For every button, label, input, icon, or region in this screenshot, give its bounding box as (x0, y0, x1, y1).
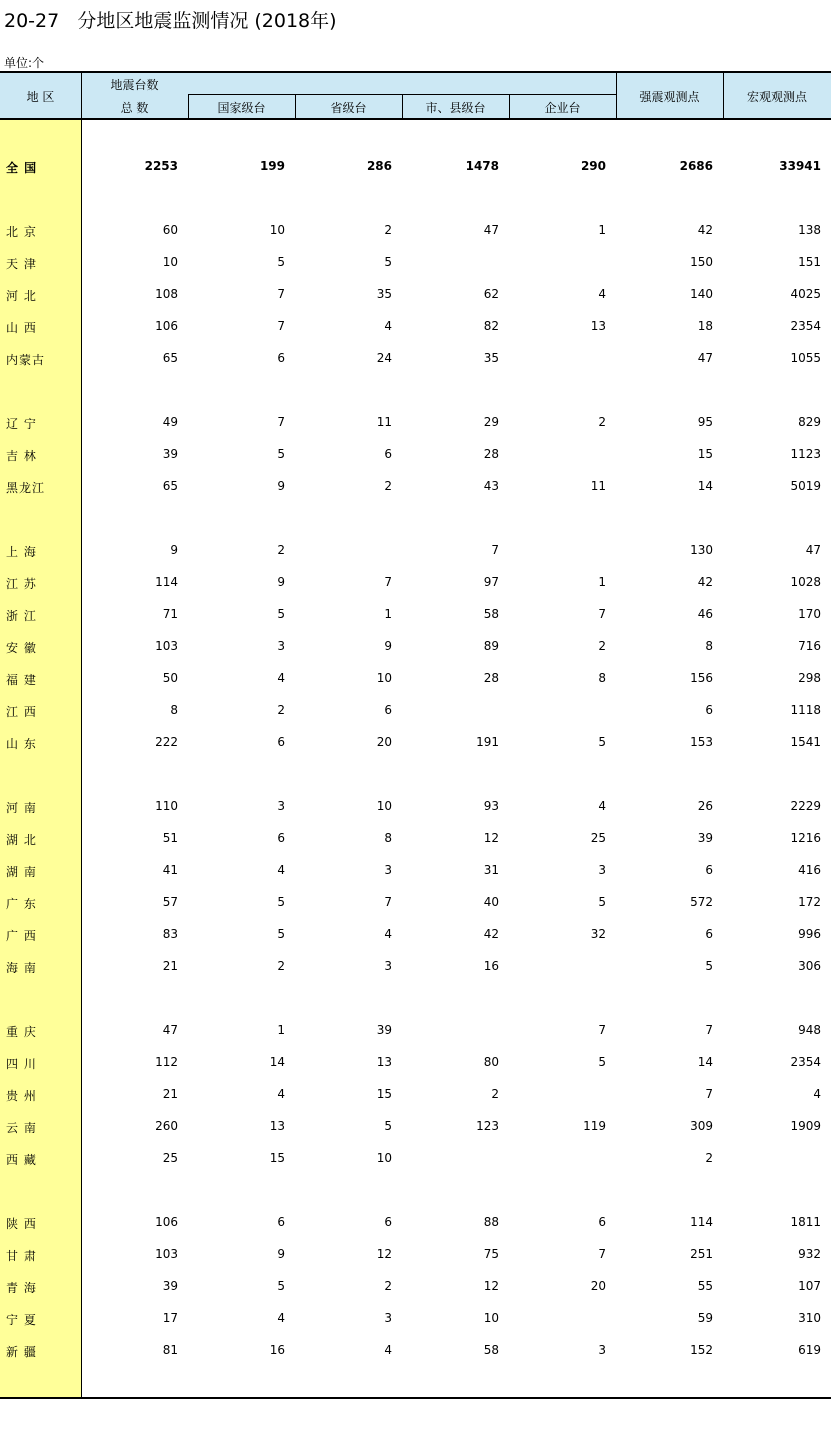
cell-provincial: 11 (376, 415, 392, 429)
cell-city: 1478 (465, 159, 499, 173)
region-name: 广 东 (6, 897, 37, 911)
cell-provincial: 20 (376, 735, 392, 749)
cell-total: 41 (162, 863, 178, 877)
cell-national: 6 (277, 831, 285, 845)
cell-provincial: 10 (376, 1151, 392, 1165)
cell-provincial: 3 (384, 1311, 392, 1325)
data-table (0, 71, 831, 1400)
cell-city: 28 (483, 671, 499, 685)
cell-strong: 7 (705, 1023, 713, 1037)
cell-total: 10 (162, 255, 178, 269)
cell-city: 82 (483, 319, 499, 333)
header-enterprise: 企业台 (544, 101, 581, 115)
table-row (0, 1053, 831, 1073)
cell-macro: 2229 (790, 799, 821, 813)
cell-national: 5 (277, 1279, 285, 1293)
cell-provincial: 10 (376, 799, 392, 813)
cell-city: 97 (483, 575, 499, 589)
table-row (0, 637, 831, 657)
table-row (0, 349, 831, 369)
cell-city: 43 (483, 479, 499, 493)
cell-national: 6 (277, 735, 285, 749)
region-name: 河 南 (6, 801, 37, 815)
region-name: 上 海 (6, 545, 37, 559)
cell-enterprise: 5 (598, 735, 606, 749)
cell-national: 7 (277, 415, 285, 429)
cell-provincial: 2 (384, 223, 392, 237)
region-name: 北 京 (6, 225, 37, 239)
cell-national: 5 (277, 255, 285, 269)
cell-total: 83 (162, 927, 178, 941)
cell-total: 50 (162, 671, 178, 685)
cell-enterprise: 1 (598, 223, 606, 237)
cell-macro: 170 (798, 607, 821, 621)
cell-macro: 5019 (790, 479, 821, 493)
cell-strong: 5 (705, 959, 713, 973)
cell-national: 4 (277, 1311, 285, 1325)
region-name: 天 津 (6, 257, 37, 271)
region-name: 浙 江 (6, 609, 37, 623)
region-column-divider (81, 120, 82, 1397)
cell-macro: 1909 (790, 1119, 821, 1133)
cell-macro: 948 (798, 1023, 821, 1037)
region-name: 青 海 (6, 1281, 37, 1295)
cell-city: 2 (491, 1087, 499, 1101)
cell-macro: 2354 (790, 1055, 821, 1069)
cell-strong: 95 (697, 415, 713, 429)
cell-city: 42 (483, 927, 499, 941)
cell-national: 4 (277, 1087, 285, 1101)
table-row (0, 317, 831, 337)
region-name: 江 西 (6, 705, 37, 719)
cell-macro: 298 (798, 671, 821, 685)
table-row (0, 1277, 831, 1297)
cell-enterprise: 25 (590, 831, 606, 845)
cell-strong: 26 (697, 799, 713, 813)
unit-label: 单位:个 (4, 56, 45, 70)
cell-macro: 416 (798, 863, 821, 877)
cell-strong: 2686 (679, 159, 713, 173)
table-row (0, 285, 831, 305)
cell-enterprise: 2 (598, 639, 606, 653)
cell-strong: 6 (705, 927, 713, 941)
cell-provincial: 8 (384, 831, 392, 845)
region-name: 宁 夏 (6, 1313, 37, 1327)
cell-provincial: 4 (384, 1343, 392, 1357)
cell-provincial: 7 (384, 575, 392, 589)
cell-national: 9 (277, 479, 285, 493)
header-city-county: 市、县级台 (425, 101, 486, 115)
cell-national: 3 (277, 799, 285, 813)
cell-provincial: 5 (384, 255, 392, 269)
region-name: 内蒙古 (6, 353, 46, 367)
cell-national: 4 (277, 863, 285, 877)
cell-enterprise: 6 (598, 1215, 606, 1229)
cell-city: 88 (483, 1215, 499, 1229)
cell-enterprise: 4 (598, 287, 606, 301)
region-name: 福 建 (6, 673, 37, 687)
cell-macro: 932 (798, 1247, 821, 1261)
cell-total: 39 (162, 1279, 178, 1293)
cell-enterprise: 119 (583, 1119, 606, 1133)
cell-provincial: 3 (384, 959, 392, 973)
cell-strong: 114 (690, 1215, 713, 1229)
cell-city: 12 (483, 831, 499, 845)
cell-national: 13 (269, 1119, 285, 1133)
cell-total: 114 (155, 575, 178, 589)
cell-city: 40 (483, 895, 499, 909)
table-row (0, 413, 831, 433)
cell-national: 5 (277, 927, 285, 941)
table-row (0, 1245, 831, 1265)
cell-provincial: 286 (366, 159, 392, 173)
region-name: 重 庆 (6, 1025, 37, 1039)
cell-total: 51 (162, 831, 178, 845)
cell-macro: 151 (798, 255, 821, 269)
cell-national: 2 (277, 543, 285, 557)
cell-national: 6 (277, 351, 285, 365)
region-name: 云 南 (6, 1121, 37, 1135)
cell-provincial: 2 (384, 479, 392, 493)
cell-enterprise: 8 (598, 671, 606, 685)
table-row (0, 541, 831, 561)
cell-strong: 156 (690, 671, 713, 685)
cell-enterprise: 32 (590, 927, 606, 941)
cell-strong: 572 (690, 895, 713, 909)
cell-enterprise: 13 (590, 319, 606, 333)
cell-national: 5 (277, 607, 285, 621)
cell-total: 17 (162, 1311, 178, 1325)
cell-enterprise: 2 (598, 415, 606, 429)
cell-strong: 46 (697, 607, 713, 621)
cell-city: 35 (483, 351, 499, 365)
cell-total: 103 (155, 1247, 178, 1261)
cell-city: 58 (483, 1343, 499, 1357)
region-name: 山 东 (6, 737, 37, 751)
cell-macro: 716 (798, 639, 821, 653)
region-name: 黑龙江 (6, 481, 46, 495)
cell-total: 110 (155, 799, 178, 813)
table-row (0, 1085, 831, 1105)
header-strong-motion: 强震观测点 (639, 90, 700, 104)
header-stations: 地震台数 (110, 78, 159, 92)
cell-strong: 150 (690, 255, 713, 269)
cell-national: 199 (259, 159, 285, 173)
cell-strong: 130 (690, 543, 713, 557)
cell-city: 191 (476, 735, 499, 749)
cell-strong: 309 (690, 1119, 713, 1133)
table-row (0, 1309, 831, 1329)
cell-macro: 4 (813, 1087, 821, 1101)
cell-total: 8 (170, 703, 178, 717)
region-name: 陕 西 (6, 1217, 37, 1231)
cell-city: 58 (483, 607, 499, 621)
cell-city: 93 (483, 799, 499, 813)
cell-provincial: 5 (384, 1119, 392, 1133)
cell-national: 2 (277, 959, 285, 973)
header-region: 地 区 (26, 90, 55, 104)
table-row (0, 445, 831, 465)
table-row (0, 1117, 831, 1137)
table-row (0, 221, 831, 241)
cell-total: 71 (162, 607, 178, 621)
cell-enterprise: 7 (598, 1247, 606, 1261)
cell-enterprise: 290 (580, 159, 606, 173)
cell-enterprise: 7 (598, 1023, 606, 1037)
cell-provincial: 35 (376, 287, 392, 301)
cell-macro: 1055 (790, 351, 821, 365)
region-name: 湖 北 (6, 833, 37, 847)
cell-total: 260 (155, 1119, 178, 1133)
cell-city: 123 (476, 1119, 499, 1133)
cell-national: 10 (269, 223, 285, 237)
region-name: 全 国 (6, 161, 38, 175)
cell-total: 9 (170, 543, 178, 557)
cell-enterprise: 11 (590, 479, 606, 493)
cell-provincial: 24 (376, 351, 392, 365)
cell-national: 3 (277, 639, 285, 653)
region-name: 河 北 (6, 289, 37, 303)
cell-macro: 4025 (790, 287, 821, 301)
region-name: 四 川 (6, 1057, 37, 1071)
header-bottom-rule (0, 118, 831, 120)
table-row (0, 829, 831, 849)
cell-total: 65 (162, 479, 178, 493)
cell-city: 29 (483, 415, 499, 429)
cell-provincial: 7 (384, 895, 392, 909)
cell-national: 16 (269, 1343, 285, 1357)
table-row (0, 957, 831, 977)
cell-strong: 153 (690, 735, 713, 749)
cell-enterprise: 5 (598, 895, 606, 909)
cell-total: 65 (162, 351, 178, 365)
cell-macro: 47 (805, 543, 821, 557)
table-row (0, 605, 831, 625)
cell-strong: 42 (697, 223, 713, 237)
cell-national: 9 (277, 575, 285, 589)
cell-city: 28 (483, 447, 499, 461)
cell-strong: 251 (690, 1247, 713, 1261)
cell-total: 57 (162, 895, 178, 909)
table-row (0, 573, 831, 593)
region-name: 甘 肃 (6, 1249, 37, 1263)
cell-strong: 55 (697, 1279, 713, 1293)
cell-total: 60 (162, 223, 178, 237)
cell-strong: 8 (705, 639, 713, 653)
header-national: 国家级台 (217, 101, 266, 115)
table-row (0, 733, 831, 753)
cell-strong: 14 (697, 1055, 713, 1069)
cell-provincial: 9 (384, 639, 392, 653)
cell-provincial: 10 (376, 671, 392, 685)
table-title: 20-27 分地区地震监测情况 (2018年) (4, 10, 337, 32)
cell-city: 7 (491, 543, 499, 557)
header-total: 总 数 (120, 101, 149, 115)
cell-enterprise: 3 (598, 1343, 606, 1357)
table-row (0, 1021, 831, 1041)
cell-enterprise: 5 (598, 1055, 606, 1069)
cell-macro: 996 (798, 927, 821, 941)
cell-city: 12 (483, 1279, 499, 1293)
region-name: 新 疆 (6, 1345, 37, 1359)
cell-strong: 140 (690, 287, 713, 301)
cell-total: 106 (155, 319, 178, 333)
cell-macro: 1541 (790, 735, 821, 749)
cell-macro: 2354 (790, 319, 821, 333)
cell-total: 106 (155, 1215, 178, 1229)
cell-enterprise: 1 (598, 575, 606, 589)
cell-strong: 2 (705, 1151, 713, 1165)
cell-provincial: 12 (376, 1247, 392, 1261)
table-row (0, 1213, 831, 1233)
cell-total: 21 (162, 1087, 178, 1101)
cell-macro: 1216 (790, 831, 821, 845)
cell-city: 80 (483, 1055, 499, 1069)
header-macro: 宏观观测点 (746, 90, 807, 104)
table-row (0, 669, 831, 689)
region-name: 辽 宁 (6, 417, 37, 431)
region-name: 江 苏 (6, 577, 37, 591)
table-row (0, 701, 831, 721)
region-column-background (0, 120, 81, 1397)
cell-enterprise: 20 (590, 1279, 606, 1293)
cell-strong: 6 (705, 703, 713, 717)
cell-provincial: 6 (384, 1215, 392, 1229)
cell-national: 7 (277, 287, 285, 301)
region-name: 贵 州 (6, 1089, 37, 1103)
cell-national: 1 (277, 1023, 285, 1037)
table-top-rule (0, 71, 831, 73)
cell-city: 10 (483, 1311, 499, 1325)
cell-enterprise: 4 (598, 799, 606, 813)
table-row (0, 1341, 831, 1361)
cell-total: 49 (162, 415, 178, 429)
cell-provincial: 39 (376, 1023, 392, 1037)
cell-national: 14 (269, 1055, 285, 1069)
cell-provincial: 13 (376, 1055, 392, 1069)
cell-national: 9 (277, 1247, 285, 1261)
cell-strong: 47 (697, 351, 713, 365)
region-name: 湖 南 (6, 865, 37, 879)
cell-city: 31 (483, 863, 499, 877)
cell-enterprise: 7 (598, 607, 606, 621)
cell-city: 47 (483, 223, 499, 237)
cell-strong: 152 (690, 1343, 713, 1357)
cell-macro: 306 (798, 959, 821, 973)
cell-enterprise: 3 (598, 863, 606, 877)
cell-strong: 39 (697, 831, 713, 845)
cell-provincial: 3 (384, 863, 392, 877)
cell-provincial: 1 (384, 607, 392, 621)
cell-national: 5 (277, 447, 285, 461)
cell-macro: 1811 (790, 1215, 821, 1229)
cell-national: 5 (277, 895, 285, 909)
cell-total: 47 (162, 1023, 178, 1037)
cell-macro: 829 (798, 415, 821, 429)
cell-macro: 172 (798, 895, 821, 909)
cell-total: 103 (155, 639, 178, 653)
cell-macro: 1123 (790, 447, 821, 461)
cell-strong: 18 (697, 319, 713, 333)
cell-strong: 6 (705, 863, 713, 877)
cell-macro: 107 (798, 1279, 821, 1293)
cell-total: 108 (155, 287, 178, 301)
table-row (0, 797, 831, 817)
cell-total: 2253 (144, 159, 178, 173)
cell-strong: 15 (697, 447, 713, 461)
table-row (0, 1149, 831, 1169)
cell-strong: 59 (697, 1311, 713, 1325)
region-name: 安 徽 (6, 641, 37, 655)
cell-macro: 1118 (790, 703, 821, 717)
cell-total: 25 (162, 1151, 178, 1165)
region-name: 西 藏 (6, 1153, 37, 1167)
cell-total: 39 (162, 447, 178, 461)
cell-provincial: 15 (376, 1087, 392, 1101)
cell-city: 62 (483, 287, 499, 301)
table-row (0, 157, 831, 177)
cell-provincial: 6 (384, 447, 392, 461)
cell-total: 222 (155, 735, 178, 749)
cell-macro: 310 (798, 1311, 821, 1325)
cell-provincial: 2 (384, 1279, 392, 1293)
cell-national: 7 (277, 319, 285, 333)
cell-provincial: 4 (384, 927, 392, 941)
cell-strong: 14 (697, 479, 713, 493)
cell-city: 75 (483, 1247, 499, 1261)
cell-city: 16 (483, 959, 499, 973)
cell-total: 21 (162, 959, 178, 973)
region-name: 吉 林 (6, 449, 37, 463)
table-row (0, 477, 831, 497)
header-provincial: 省级台 (330, 101, 367, 115)
cell-national: 6 (277, 1215, 285, 1229)
cell-national: 4 (277, 671, 285, 685)
region-name: 海 南 (6, 961, 37, 975)
cell-strong: 7 (705, 1087, 713, 1101)
cell-macro: 1028 (790, 575, 821, 589)
cell-provincial: 4 (384, 319, 392, 333)
cell-city: 89 (483, 639, 499, 653)
cell-strong: 42 (697, 575, 713, 589)
region-name: 山 西 (6, 321, 37, 335)
table-row (0, 925, 831, 945)
cell-national: 2 (277, 703, 285, 717)
cell-macro: 138 (798, 223, 821, 237)
table-row (0, 253, 831, 273)
cell-macro: 33941 (779, 159, 821, 173)
cell-macro: 619 (798, 1343, 821, 1357)
table-row (0, 893, 831, 913)
cell-total: 81 (162, 1343, 178, 1357)
table-bottom-rule (0, 1397, 831, 1399)
cell-national: 15 (269, 1151, 285, 1165)
cell-total: 112 (155, 1055, 178, 1069)
region-name: 广 西 (6, 929, 37, 943)
table-row (0, 861, 831, 881)
cell-provincial: 6 (384, 703, 392, 717)
